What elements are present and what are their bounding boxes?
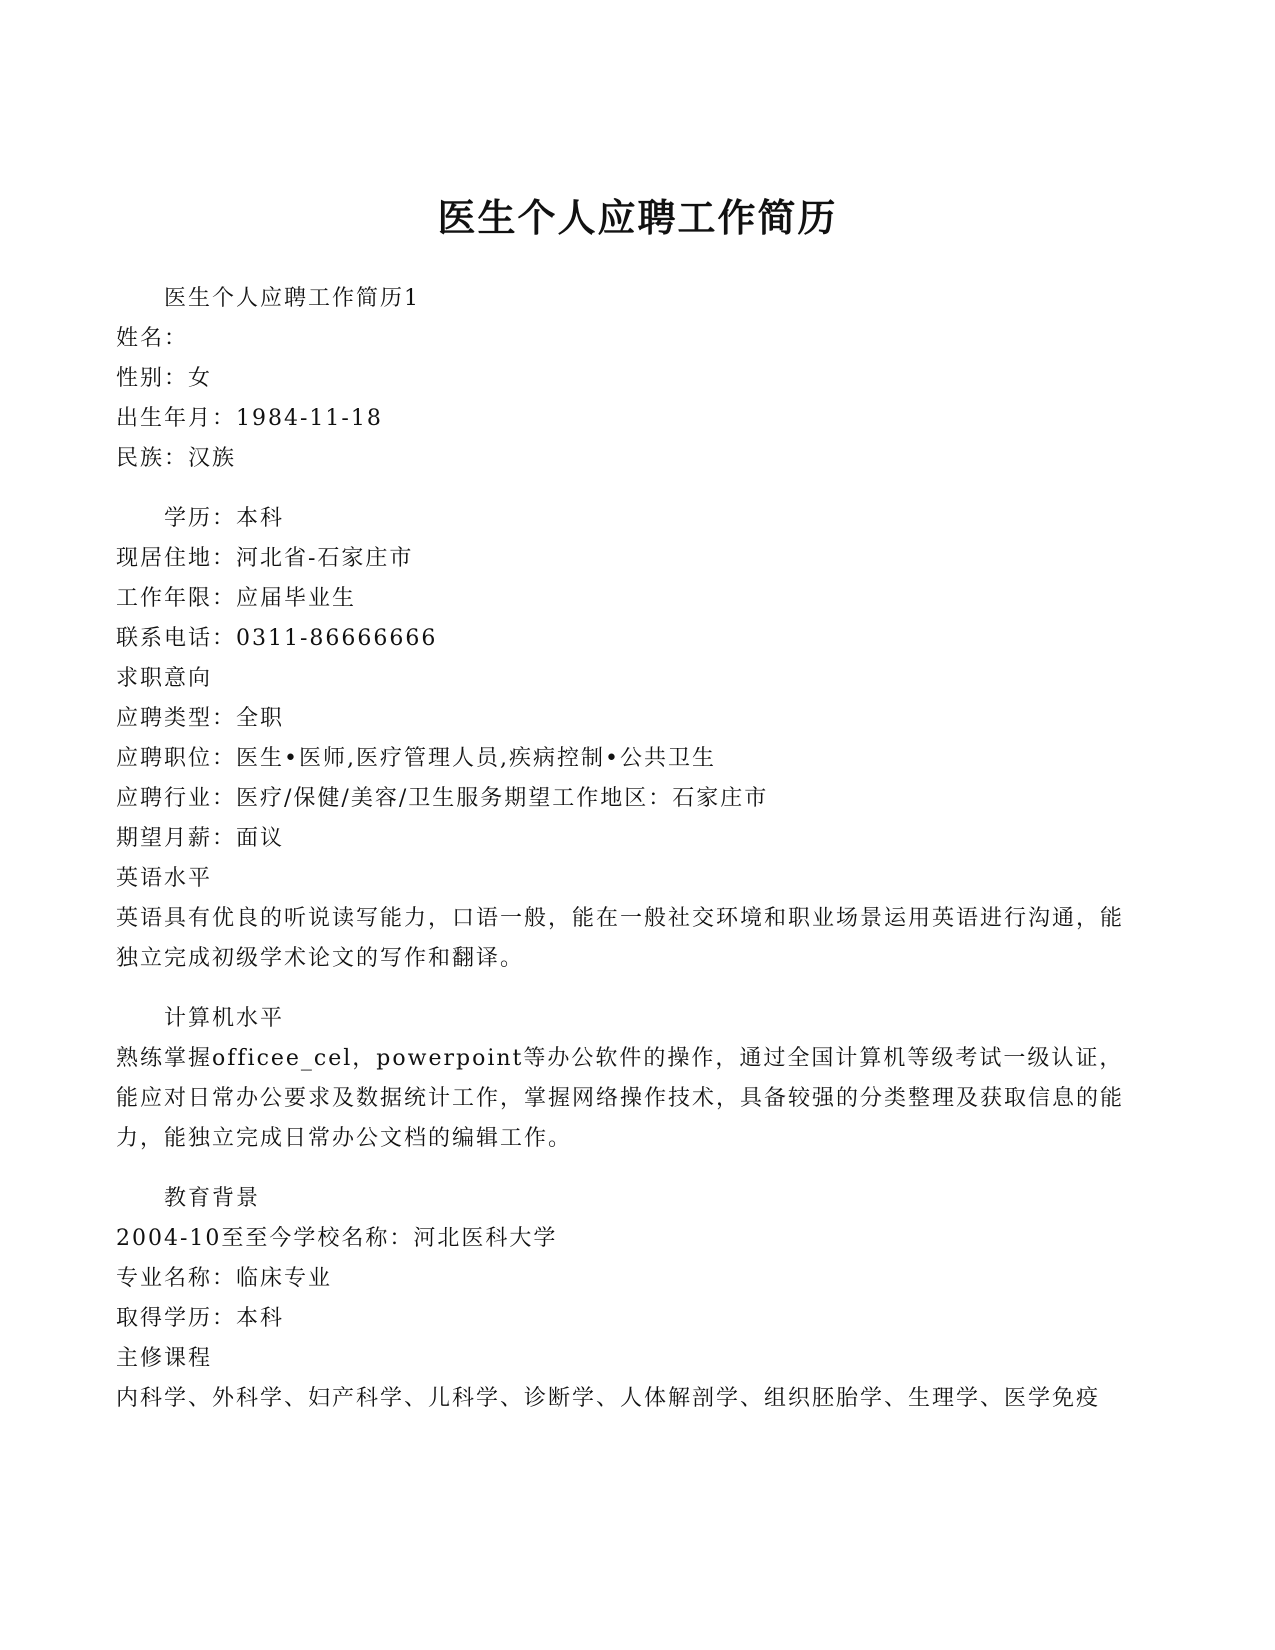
- field-education: 学历：本科: [164, 506, 285, 531]
- field-school: 2004-10至至今学校名称：河北医科大学: [116, 1226, 558, 1251]
- document-body: [116, 279, 1136, 1419]
- field-name: 姓名：: [116, 326, 189, 351]
- section-computer-level: 计算机水平: [164, 1006, 285, 1031]
- field-gender: 性别：女: [116, 366, 213, 391]
- field-ethnicity: 民族：汉族: [116, 446, 237, 471]
- field-work-years: 工作年限：应届毕业生: [116, 586, 357, 611]
- field-phone: 联系电话：0311-86666666: [116, 626, 438, 651]
- section-job-intention: 求职意向: [116, 666, 213, 691]
- field-job-position: 应聘职位：医生•医师,医疗管理人员,疾病控制•公共卫生: [116, 746, 716, 771]
- field-major: 专业名称：临床专业: [116, 1266, 333, 1291]
- english-description: 英语具有优良的听说读写能力，口语一般，能在一般社交环境和职业场景运用英语进行沟通，能独立完成初级学术论文的写作和翻译。: [116, 906, 1125, 971]
- main-courses-list: 内科学、外科学、妇产科学、儿科学、诊断学、人体解剖学、组织胚胎学、生理学、医学免疫: [116, 1386, 1101, 1411]
- section-education-background: 教育背景: [164, 1186, 261, 1211]
- section-english-level: 英语水平: [116, 866, 213, 891]
- section-main-courses: 主修课程: [116, 1346, 213, 1371]
- field-residence: 现居住地：河北省-石家庄市: [116, 546, 414, 571]
- field-birth-date: 出生年月：1984-11-18: [116, 406, 383, 431]
- field-expected-salary: 期望月薪：面议: [116, 826, 285, 851]
- field-degree: 取得学历：本科: [116, 1306, 285, 1331]
- field-job-industry: 应聘行业：医疗/保健/美容/卫生服务期望工作地区：石家庄市: [116, 786, 769, 811]
- computer-description: 熟练掌握officee_cel，powerpoint等办公软件的操作，通过全国计算机等级考试一级认证，能应对日常办公要求及数据统计工作，掌握网络操作技术，具备较强的分类整理及获取信息的能力，能独立完成日常办公文档的编辑工作。: [116, 1046, 1125, 1151]
- document-title: 医生个人应聘工作简历: [437, 195, 838, 240]
- field-job-type: 应聘类型：全职: [116, 706, 285, 731]
- resume-heading: 医生个人应聘工作简历1: [164, 286, 420, 311]
